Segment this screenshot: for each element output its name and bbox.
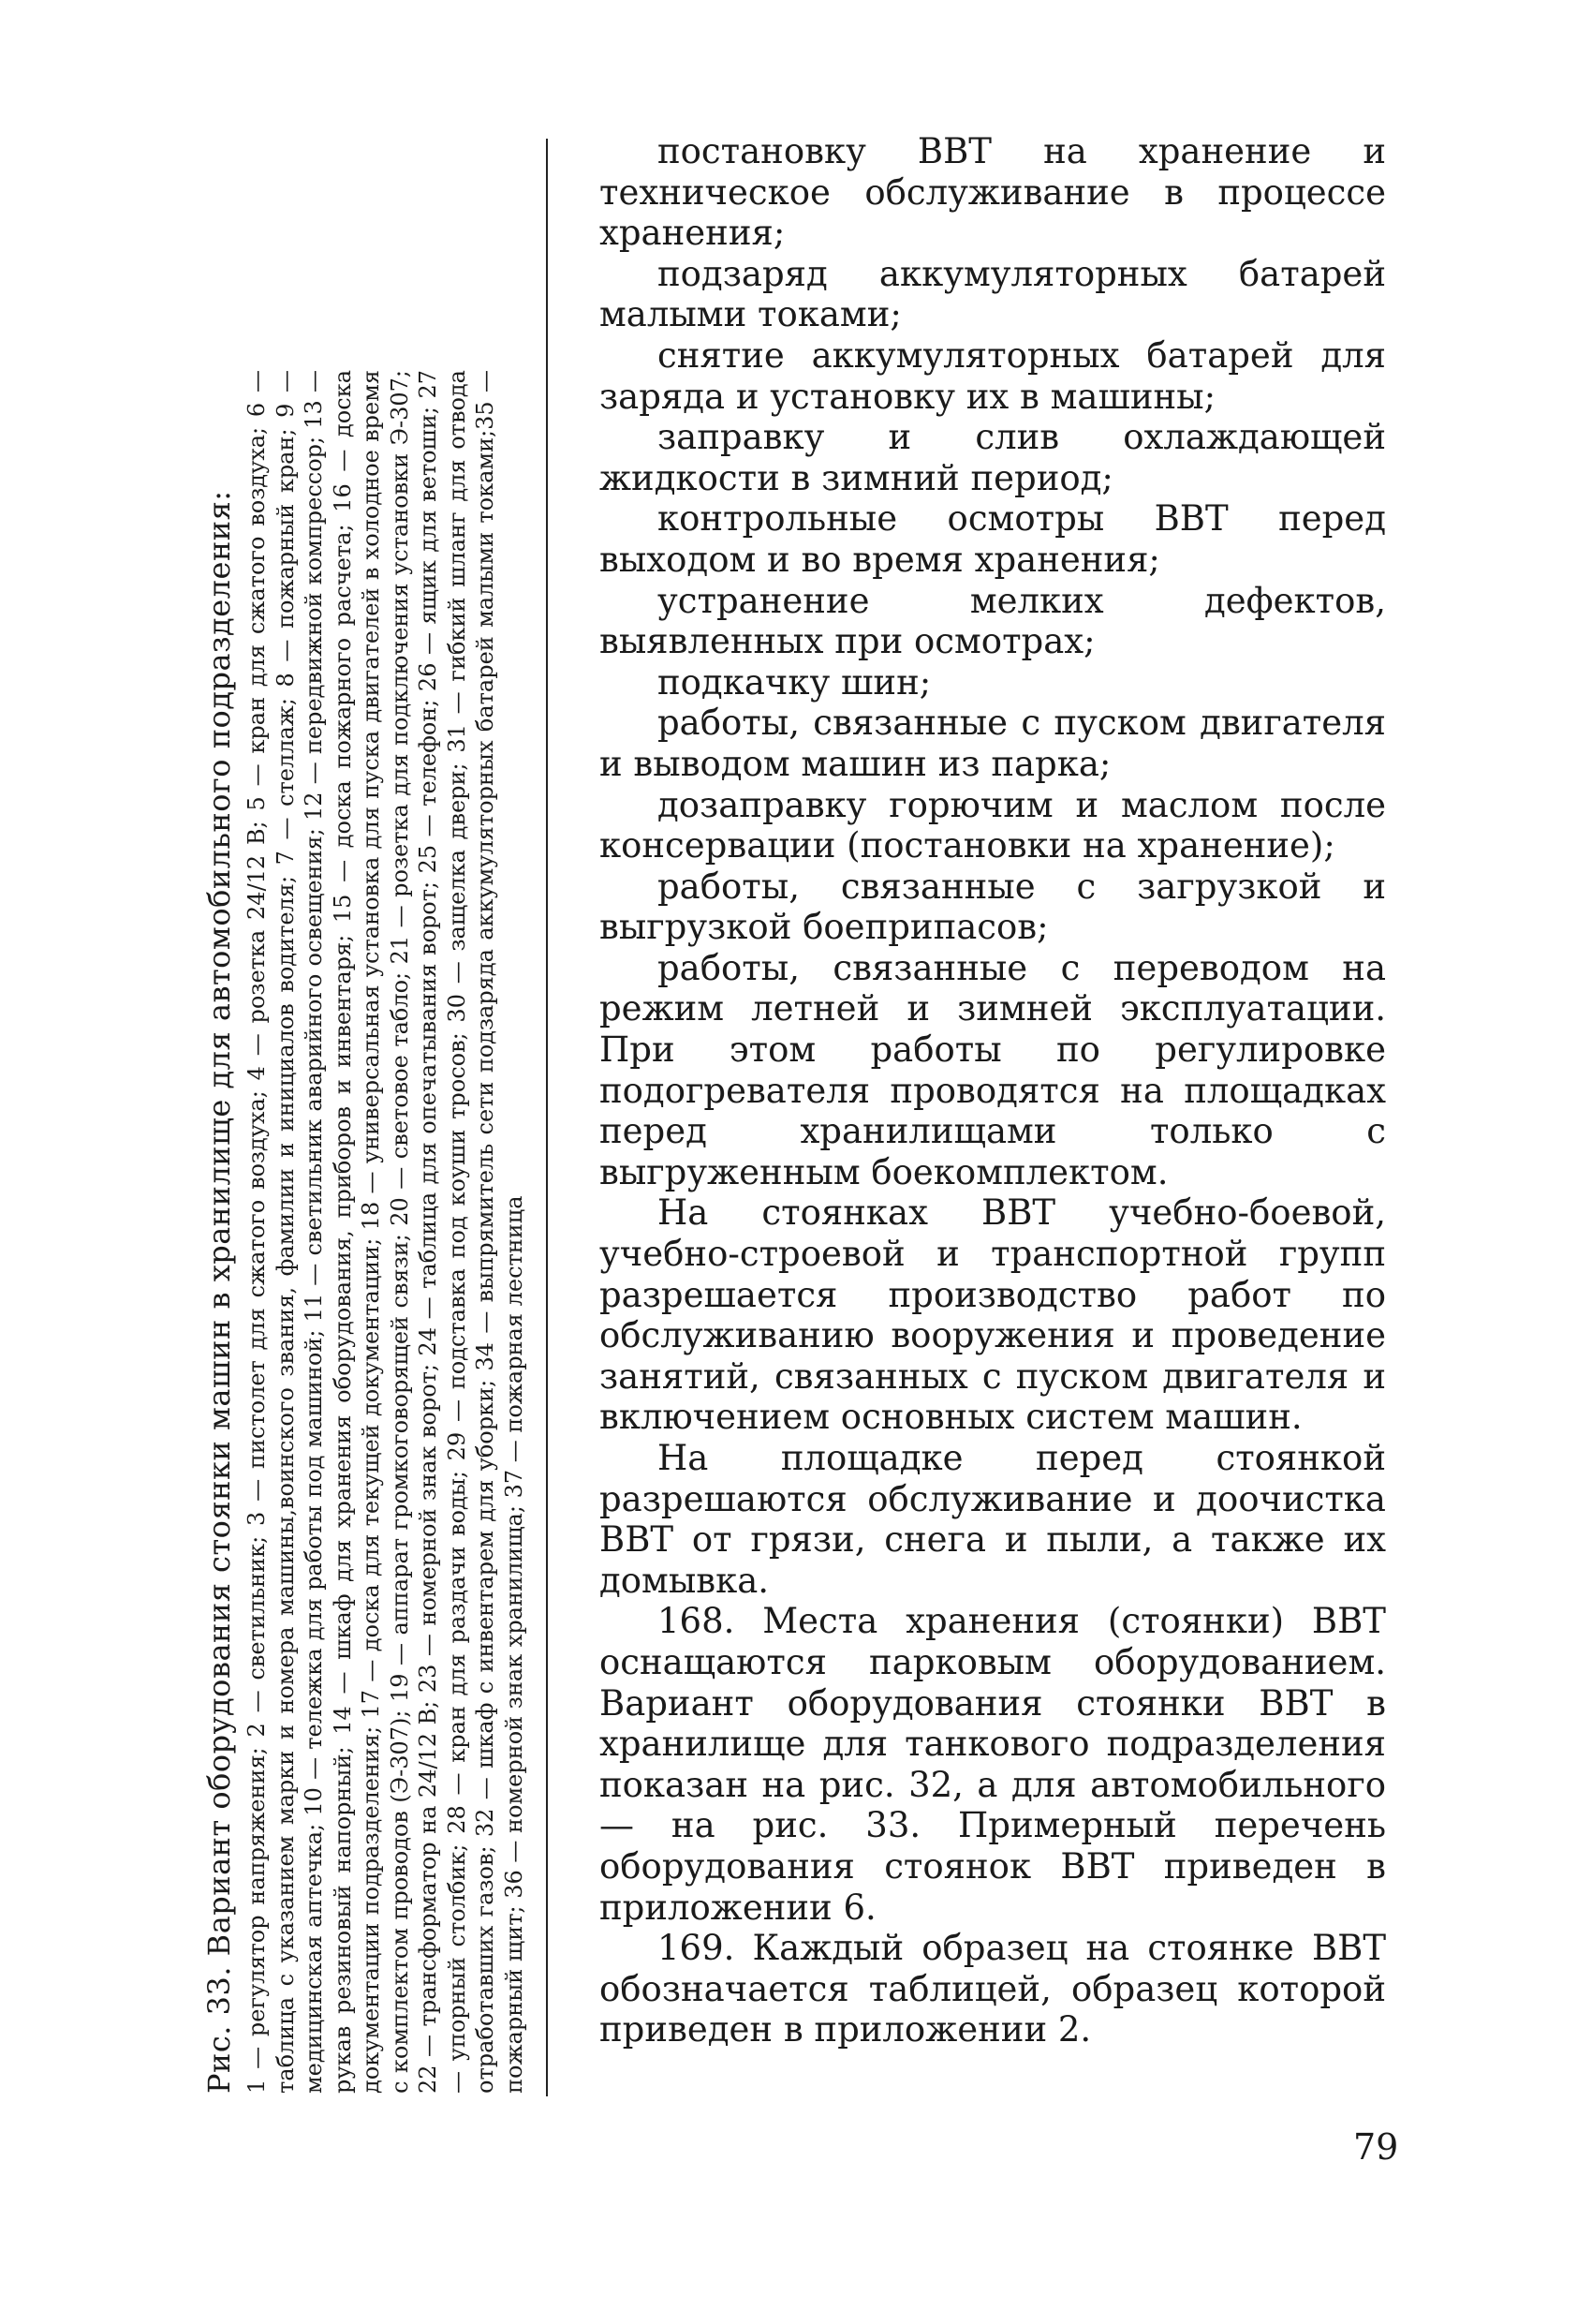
paragraph: На площадке перед стоянкой разрешаются обслуживание и доочистка ВВТ от грязи, снега и пыли, а также их домывка. xyxy=(599,1438,1386,1601)
paragraph: подзаряд аккумуляторных батарей малыми токами; xyxy=(599,253,1386,335)
paragraph: подкачку шин; xyxy=(657,661,932,703)
paragraph: На стоянках ВВТ учебно-боевой, учебно-строевой и транспортной групп разрешается производство работ по обслуживанию вооружения и проведение занятий, связанных с пуском двигателя и включением основных систем машин. xyxy=(599,1192,1386,1438)
paragraph: постановку ВВТ на хранение и техническое обслуживание в процессе хранения; xyxy=(599,131,1386,254)
figure-caption-title: Рис. 33. Вариант оборудования стоянки машин в хранилище для автомобильного подразделения: xyxy=(201,490,237,2094)
figure-caption-legend: 1 — регулятор напряжения; 2 — светильник; 3 — пистолет для сжатого воздуха; 4 — розетка 24/12 В; 5 — кран для сжатого воздуха; 6 — таблица с указанием марки и номера машины,воинского звания, фамилии и инициалов водителя; 7 — стеллаж; 8 — пожарный кран; 9 — медицинская аптечка; 10 — тележка для работы под машиной; 11 — светильник аварийного освещения; 12 — передвижной компрессор; 13 — рукав резиновый напорный; 14 — шкаф для хранения оборудования, приборов и инвентаря; 15 — доска пожарного расчета; 16 — доска документации подразделения; 17 — доска для текущей документации; 18 — универсальная установка для пуска двигателей в холодное время с комплектом проводов (Э-307); 19 — аппарат громкоговорящей связи; 20 — световое табло; 21 — розетка для подключения установки Э-307; 22 — трансформатор на 24/12 В; 23 — номерной знак ворот; 24 — таблица для опечатывания ворот; 25 — телефон; 26 — ящик для ветоши; 27 — упорный столбик; 28 — кран для раздачи воды; 29 — подставка под коуши тросов; 30 — защелка двери; 31 — гибкий шланг для отвода отработавших газов; 32 — шкаф с инвентарем для уборки; 34 — выпрямитель сети подзаряда аккумуляторных батарей малыми токами;35 — пожарный щит; 36 — номерной знак хранилища; 37 — пожарная лестница xyxy=(243,370,527,2094)
main-text xyxy=(599,131,1386,2050)
figure-caption-rotated xyxy=(201,370,527,2094)
paragraph: работы, связанные с загрузкой и выгрузкой боеприпасов; xyxy=(599,866,1386,948)
paragraph: заправку и слив охлаждающей жидкости в зимний период; xyxy=(599,417,1386,498)
paragraph: работы, связанные с пуском двигателя и выводом машин из парка; xyxy=(599,703,1386,784)
figure-caption xyxy=(201,370,527,2094)
page-number: 79 xyxy=(1353,2126,1399,2168)
paragraph: устранение мелких дефектов, выявленных при осмотрах; xyxy=(599,580,1386,662)
paragraph: дозаправку горючим и маслом после консервации (постановки на хранение); xyxy=(599,784,1386,866)
paragraph: работы, связанные с переводом на режим летней и зимней эксплуатации. При этом работы по регулировке подогревателя проводятся на площадках перед хранилищами только с выгруженным боекомплектом. xyxy=(599,947,1386,1192)
paragraph: контрольные осмотры ВВТ перед выходом и во время хранения; xyxy=(599,498,1386,580)
column-divider xyxy=(546,139,548,2096)
paragraph: снятие аккумуляторных батарей для заряда и установку их в машины; xyxy=(599,334,1386,417)
paragraph: 168. Места хранения (стоянки) ВВТ оснащаются парковым оборудованием. Вариант оборудования стоянки ВВТ в хранилище для танкового подразделения показан на рис. 32, а для автомобильного — на рис. 33. Примерный перечень оборудования стоянок ВВТ приведен в приложении 6. xyxy=(599,1601,1386,1928)
paragraph: 169. Каждый образец на стоянке ВВТ обозначается таблицей, образец которой приведен в приложении 2. xyxy=(599,1928,1386,2050)
